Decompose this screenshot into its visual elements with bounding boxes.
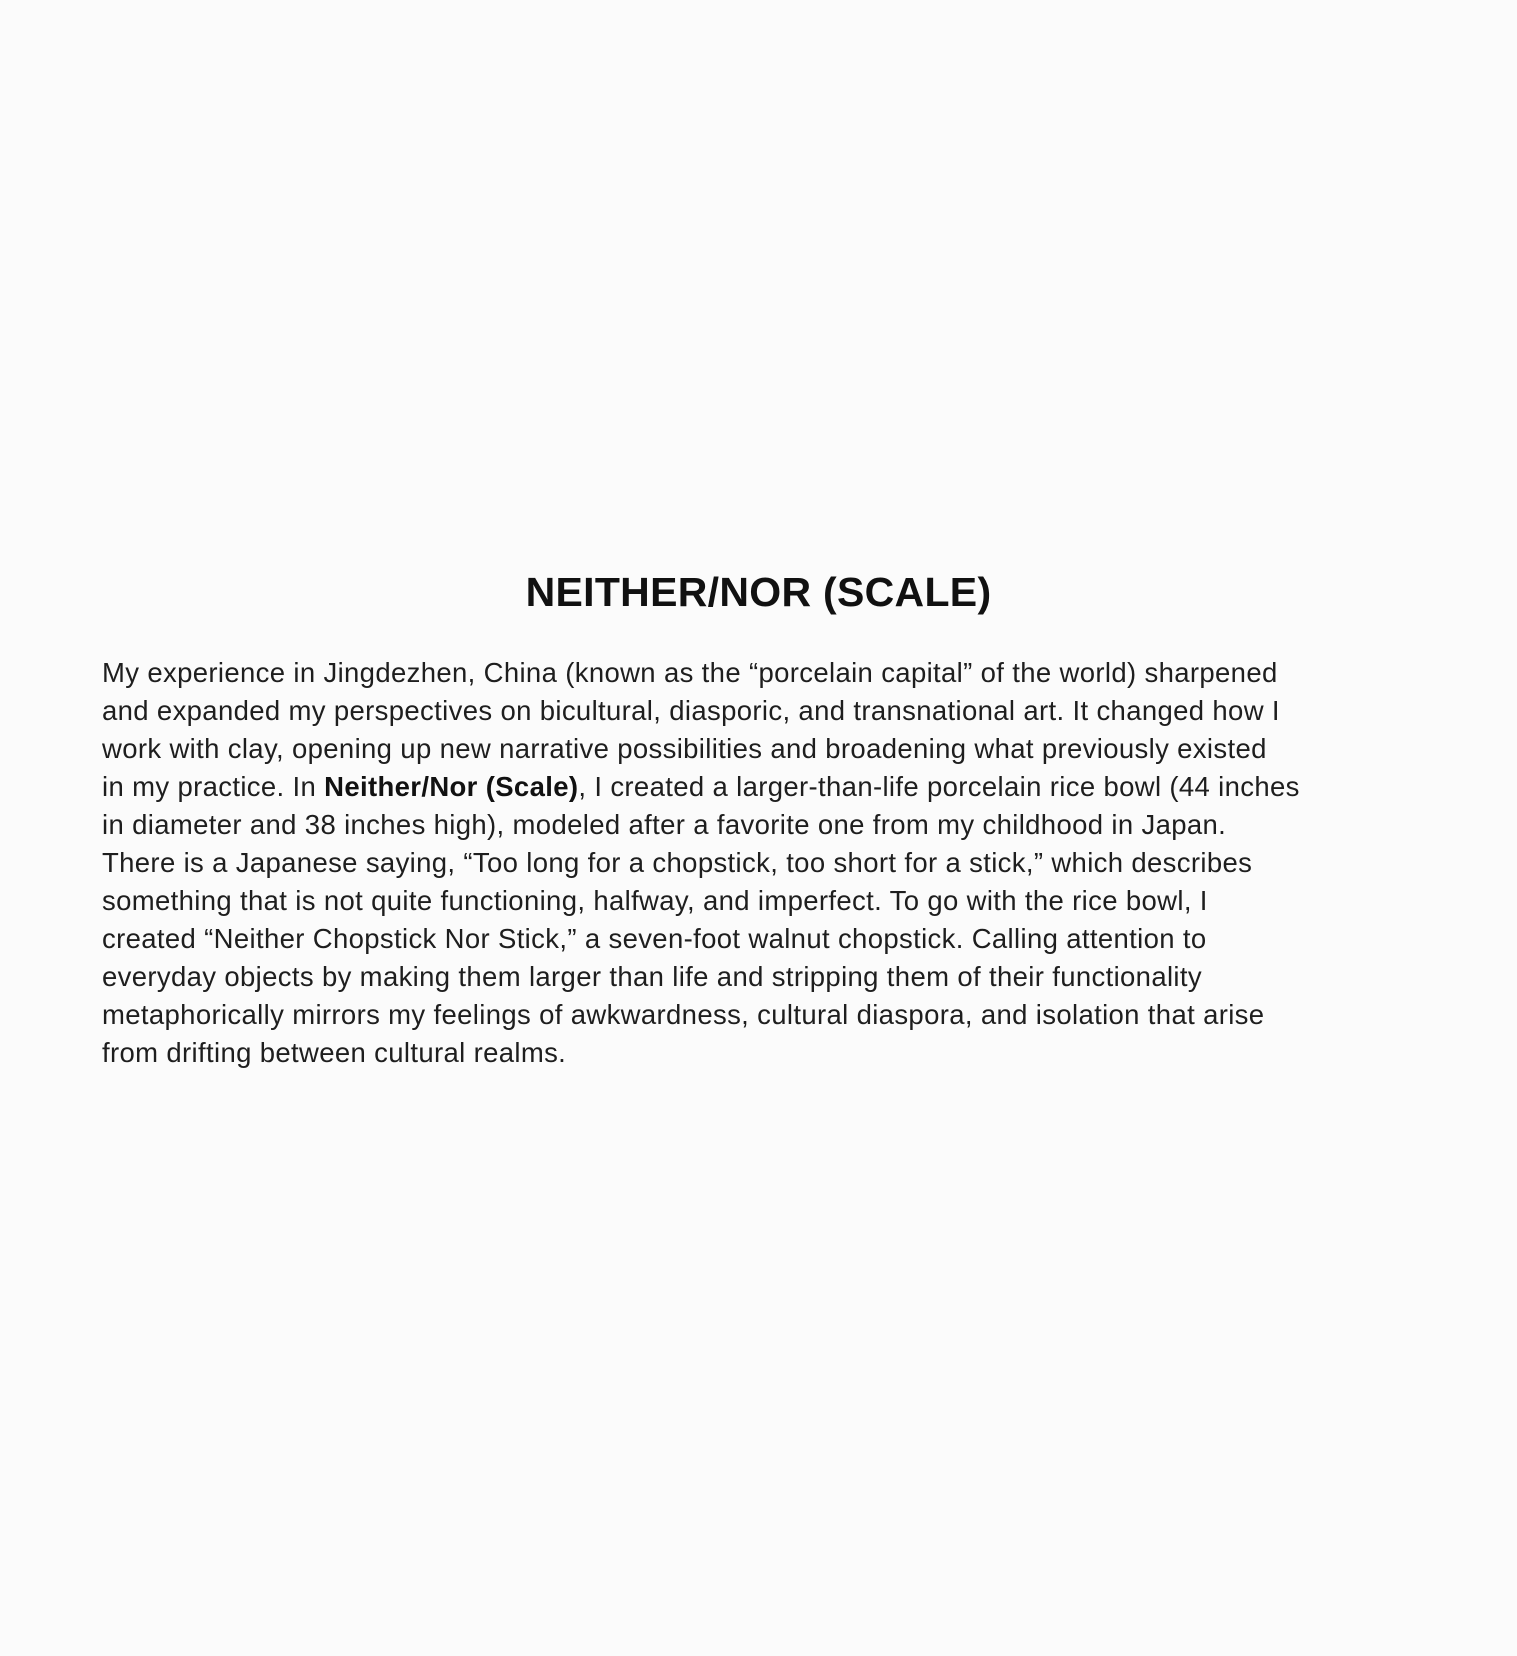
statement-line: My experience in Jingdezhen, China (known as the “porcelain capital” of the world) sharpened xyxy=(102,657,1278,688)
statement-line: something that is not quite functioning, halfway, and imperfect. To go with the rice bowl, I xyxy=(102,885,1208,916)
statement-line: metaphorically mirrors my feelings of awkwardness, cultural diaspora, and isolation that arise xyxy=(102,999,1265,1030)
page-title: NEITHER/NOR (SCALE) xyxy=(525,569,992,615)
statement-line xyxy=(102,768,1442,806)
statement-text: in my practice. In xyxy=(102,771,325,802)
artwork-title-emphasis: Neither/Nor (Scale) xyxy=(324,771,579,802)
statement-line: and expanded my perspectives on bicultural, diasporic, and transnational art. It changed how I xyxy=(102,695,1280,726)
statement-line: from drifting between cultural realms. xyxy=(102,1037,567,1068)
statement-text: , I created a larger-than-life porcelain rice bowl (44 inches xyxy=(578,771,1300,802)
statement-line: everyday objects by making them larger than life and stripping them of their functionality xyxy=(102,961,1202,992)
statement-line: created “Neither Chopstick Nor Stick,” a seven-foot walnut chopstick. Calling attention to xyxy=(102,923,1207,954)
statement-line: in diameter and 38 inches high), modeled after a favorite one from my childhood in Japan. xyxy=(102,809,1227,840)
artist-statement xyxy=(102,654,1442,1072)
statement-line: There is a Japanese saying, “Too long for a chopstick, too short for a stick,” which describes xyxy=(102,847,1253,878)
statement-line: work with clay, opening up new narrative possibilities and broadening what previously existed xyxy=(102,733,1267,764)
